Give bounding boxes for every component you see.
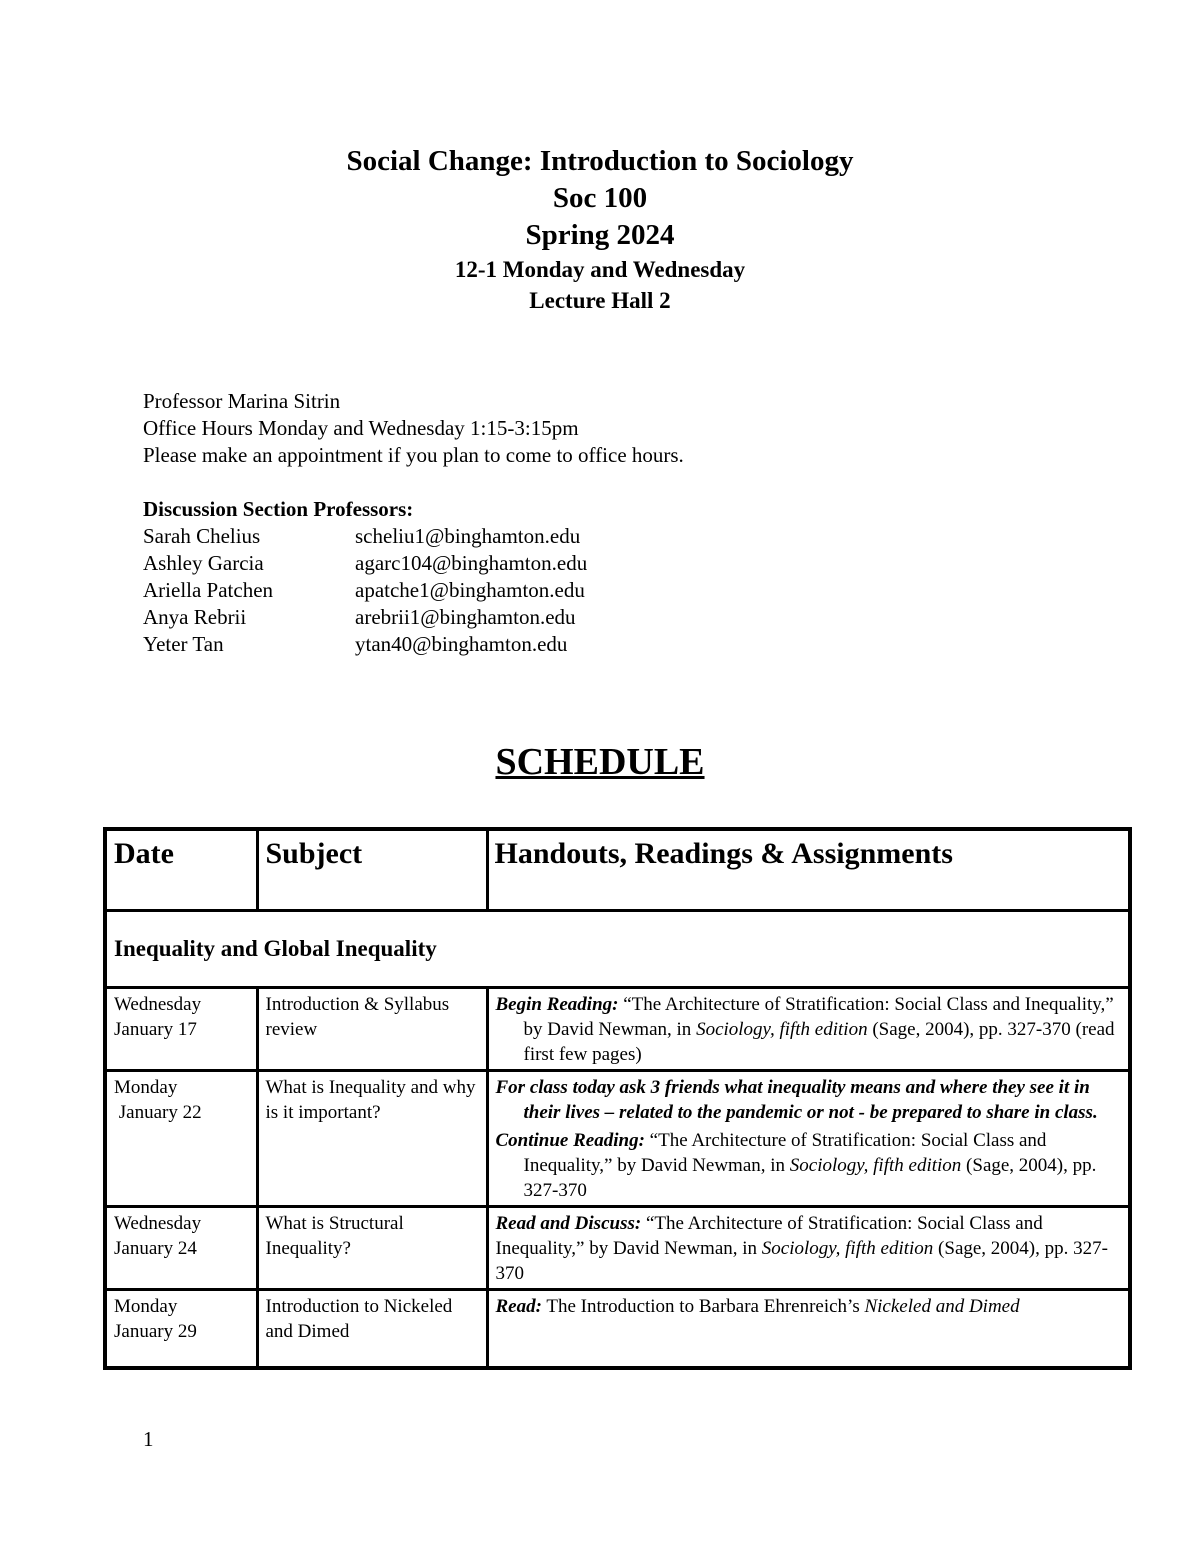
staff-row (143, 604, 684, 631)
day: Wednesday (114, 1213, 202, 1234)
staff-email: ytan40@binghamton.edu (355, 632, 568, 656)
staff-email: scheliu1@binghamton.edu (355, 524, 581, 548)
instructor-name: Professor Marina Sitrin (143, 389, 341, 413)
instructor-info (143, 388, 684, 658)
assignment-label: Begin Reading: (495, 994, 619, 1015)
office-hours: Office Hours Monday and Wednesday 1:15-3:15pm (143, 416, 579, 440)
date: January 17 (114, 1019, 197, 1040)
column-header-subject: Subject (257, 829, 487, 911)
section-row (105, 911, 1130, 988)
date: January 29 (114, 1321, 197, 1342)
assignment-cell (487, 988, 1130, 1071)
date: January 22 (114, 1102, 202, 1123)
subject-cell: Introduction to Nickeled and Dimed (257, 1290, 487, 1368)
day: Monday (114, 1077, 178, 1098)
staff-row (143, 577, 684, 604)
office-hours-note: Please make an appointment if you plan to come to office hours. (143, 443, 684, 467)
table-header-row (105, 829, 1130, 911)
column-header-assignments: Handouts, Readings & Assignments (487, 829, 1130, 911)
course-header (0, 143, 1200, 316)
assignment-label: Read: (495, 1296, 542, 1317)
table-row (105, 1071, 1130, 1207)
date: January 24 (114, 1238, 197, 1259)
staff-name: Anya Rebrii (143, 605, 247, 629)
column-header-date: Date (105, 829, 257, 911)
assignment-text: “The Architecture of Stratification: Social Class and Inequality,” by David Newman, in (495, 1213, 1043, 1259)
course-location: Lecture Hall 2 (529, 288, 671, 313)
schedule-table (103, 827, 1132, 1370)
subject-cell: Introduction & Syllabus review (257, 988, 487, 1071)
staff-email: agarc104@binghamton.edu (355, 551, 588, 575)
section-title: Inequality and Global Inequality (105, 911, 1130, 988)
book-title: Sociology, fifth edition (761, 1238, 934, 1259)
staff-name: Ashley Garcia (143, 551, 264, 575)
assignment-citation: (Sage, 2004), pp. 327-370 (495, 1238, 1108, 1284)
subject-cell: What is Structural Inequality? (257, 1207, 487, 1290)
table-row (105, 1207, 1130, 1290)
assignment-text: “The Architecture of Stratification: Social Class and Inequality,” by David Newman, in (523, 1130, 1047, 1176)
course-title: Social Change: Introduction to Sociology (346, 145, 854, 177)
course-code: Soc 100 (552, 182, 648, 214)
assignment-citation: (Sage, 2004), pp. 327-370 (read first few pages) (523, 1019, 1115, 1065)
staff-email: arebrii1@binghamton.edu (355, 605, 576, 629)
staff-name: Ariella Patchen (143, 578, 274, 602)
assignment-cell (487, 1207, 1130, 1290)
assignment-text: The Introduction to Barbara Ehrenreich’s (541, 1296, 865, 1317)
staff-name: Yeter Tan (143, 632, 224, 656)
assignment-label: Continue Reading: (495, 1130, 645, 1151)
course-term: Spring 2024 (525, 219, 675, 251)
book-title: Sociology, fifth edition (789, 1155, 962, 1176)
staff-name: Sarah Chelius (143, 524, 261, 548)
schedule-title: SCHEDULE (495, 741, 705, 783)
staff-row (143, 550, 684, 577)
subject-cell: What is Inequality and why is it important? (257, 1071, 487, 1207)
course-time: 12-1 Monday and Wednesday (454, 257, 746, 282)
assignment-instruction: For class today ask 3 friends what inequality means and where they see it in their lives – related to the pandemic or not - be prepared to share in class. (495, 1077, 1098, 1123)
assignment-citation: (Sage, 2004), pp. 327-370 (523, 1155, 1097, 1201)
assignment-cell (487, 1071, 1130, 1207)
date-cell (105, 1207, 257, 1290)
staff-email: apatche1@binghamton.edu (355, 578, 585, 602)
date-cell (105, 1290, 257, 1368)
table-row (105, 988, 1130, 1071)
discussion-heading: Discussion Section Professors: (143, 497, 414, 521)
date-cell (105, 988, 257, 1071)
assignment-cell (487, 1290, 1130, 1368)
day: Wednesday (114, 994, 202, 1015)
staff-row (143, 523, 684, 550)
assignment-label: Read and Discuss: (495, 1213, 642, 1234)
book-title: Nickeled and Dimed (864, 1296, 1020, 1317)
staff-row (143, 631, 684, 658)
table-row (105, 1290, 1130, 1368)
date-cell (105, 1071, 257, 1207)
assignment-text: “The Architecture of Stratification: Social Class and Inequality,” by David Newman, in (523, 994, 1114, 1040)
page-number: 1 (143, 1427, 154, 1451)
book-title: Sociology, fifth edition (696, 1019, 868, 1040)
day: Monday (114, 1296, 178, 1317)
